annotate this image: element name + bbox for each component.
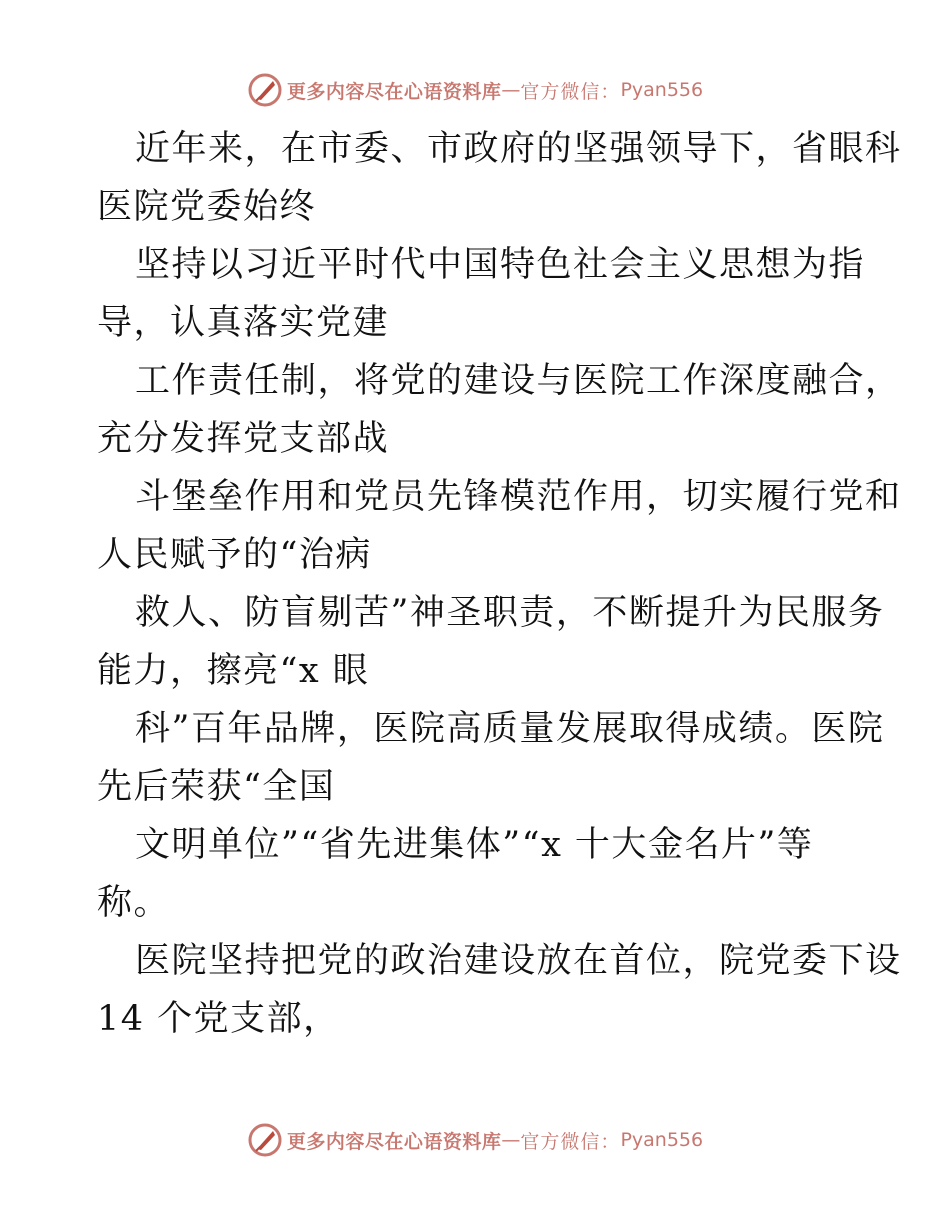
body-line: 导，认真落实党建	[97, 303, 390, 343]
watermark-wechat-label: 官方微信：	[520, 1130, 621, 1153]
watermark-site-text: 更多内容尽在心语资料库	[286, 1130, 502, 1153]
watermark-dash: —	[501, 79, 521, 101]
watermark-dash: —	[501, 1129, 521, 1151]
document-body	[97, 120, 902, 1048]
body-line: 充分发挥党支部战	[97, 419, 390, 459]
body-line: 医院坚持把党的政治建设放在首位，院党委下设	[135, 941, 902, 981]
watermark-wechat-id: Pyan556	[620, 79, 704, 101]
body-line: 14 个党支部，	[97, 999, 340, 1039]
header-watermark	[0, 70, 950, 110]
footer-watermark	[0, 1120, 950, 1160]
body-line: 人民赋予的“治病	[97, 535, 372, 575]
body-line: 科”百年品牌，医院高质量发展取得成绩。医院	[135, 709, 885, 749]
body-line: 能力，擦亮“x 眼	[97, 651, 370, 691]
body-line: 先后荣获“全国	[97, 767, 336, 807]
watermark-wechat-id: Pyan556	[620, 1129, 704, 1151]
body-line: 斗堡垒作用和党员先锋模范作用，切实履行党和	[135, 477, 902, 517]
body-line: 救人、防盲剔苦”神圣职责，不断提升为民服务	[135, 593, 885, 633]
body-line: 工作责任制，将党的建设与医院工作深度融合，	[135, 361, 902, 401]
body-line: 医院党委始终	[97, 187, 317, 227]
watermark-site-text: 更多内容尽在心语资料库	[286, 80, 502, 103]
body-line: 坚持以习近平时代中国特色社会主义思想为指	[135, 245, 866, 285]
watermark-wechat-label: 官方微信：	[520, 80, 621, 103]
feather-pen-logo-icon	[247, 1122, 283, 1158]
feather-pen-logo-icon	[247, 72, 283, 108]
body-line: 称。	[97, 883, 171, 923]
body-line: 文明单位”“省先进集体”“x 十大金名片”等	[135, 825, 814, 865]
body-line: 近年来，在市委、市政府的坚强领导下，省眼科	[135, 129, 902, 169]
